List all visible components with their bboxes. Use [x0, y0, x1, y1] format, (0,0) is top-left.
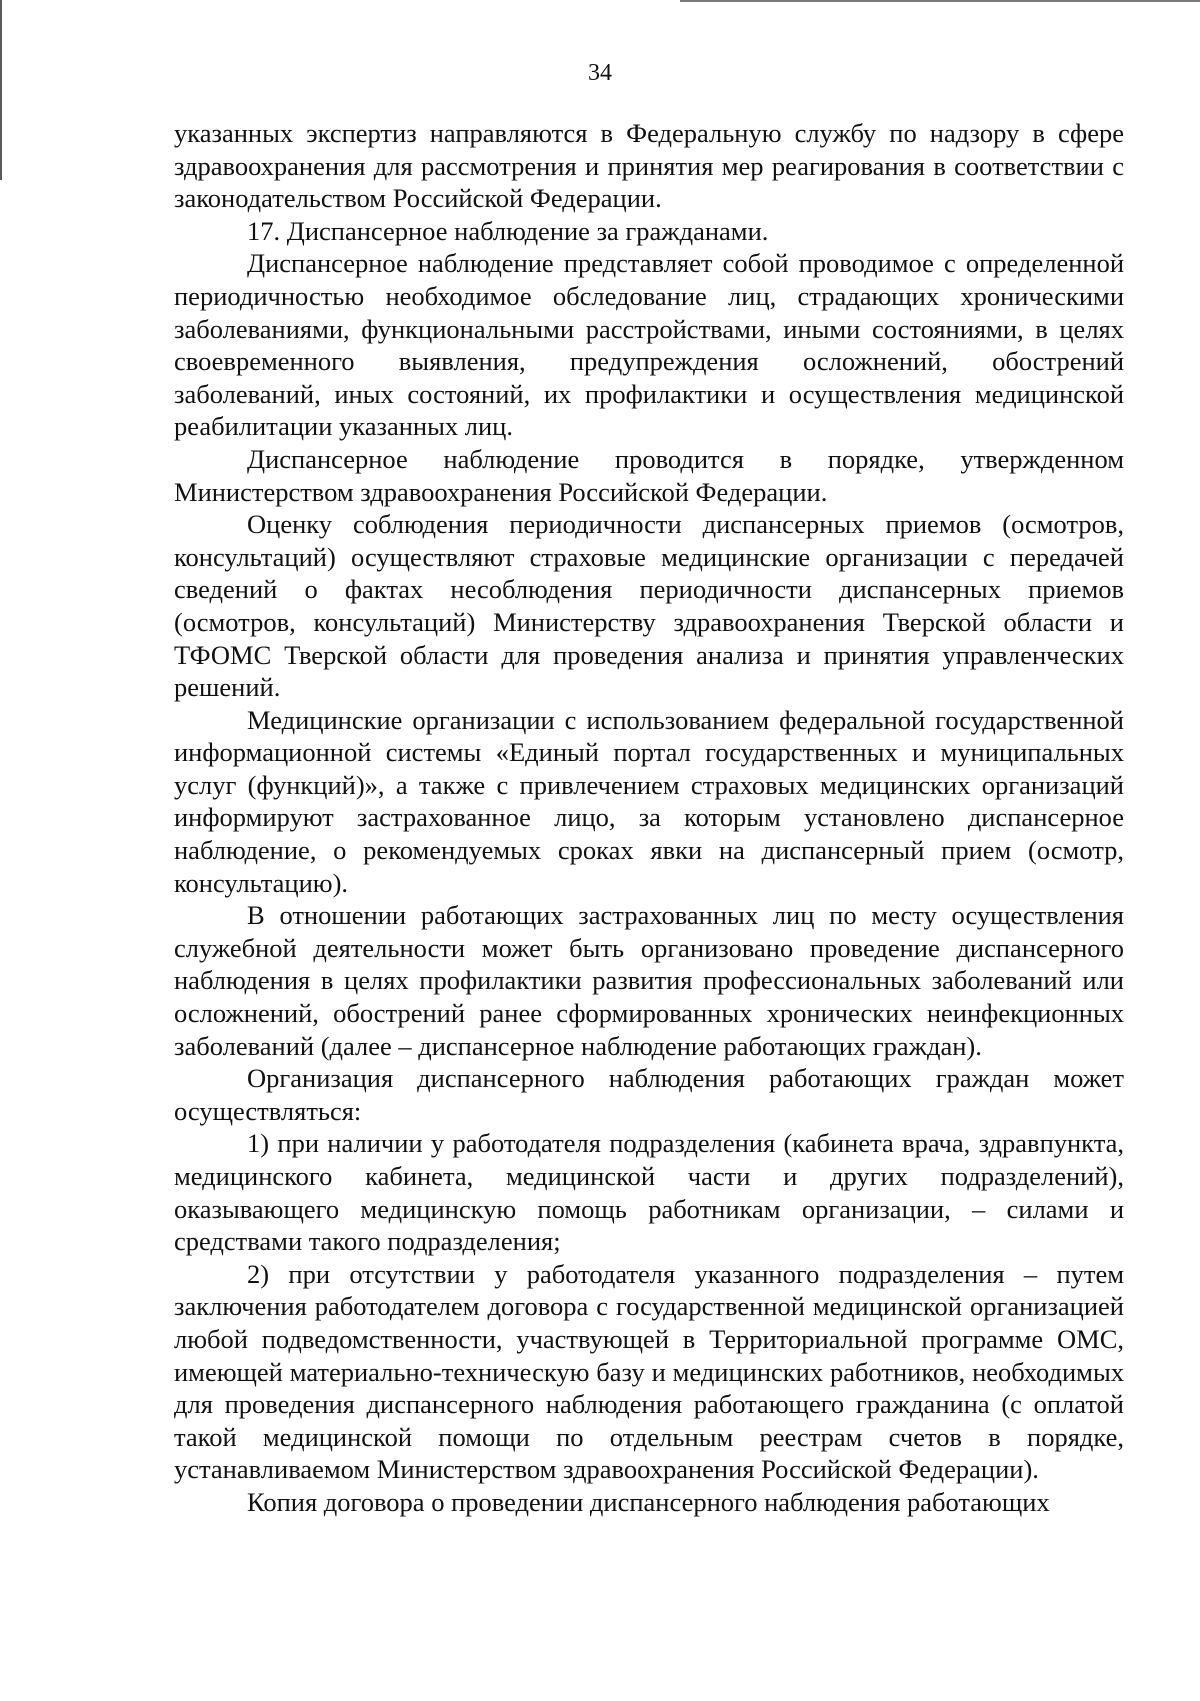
paragraph-definition: Диспансерное наблюдение представляет собой проводимое с определенной периодичностью необходимое обследование лиц, страдающих хроническими заболеваниями, функциональными расстройствами, иными состояниями, в целях своевременного выявления, предупреждения осложнений, обострений заболеваний, иных состояний, их профилактики и осуществления медицинской реабилитации указанных лиц. [174, 248, 1124, 442]
list-item-2: 2) при отсутствии у работодателя указанного подразделения – путем заключения работодателем договора с государственной медицинской организацией любой подведомственности, участвующей в Территориальной программе ОМС, имеющей материально-техническую базу и медицинских работников, необходимых для проведения диспансерного наблюдения работающего гражданина (с оплатой такой медицинской помощи по отдельным реестрам счетов в порядке, устанавливаемом Министерством здравоохранения Российской Федерации). [174, 1258, 1124, 1485]
section-heading-17: 17. Диспансерное наблюдение за гражданами. [247, 215, 769, 246]
paragraph-informing: Медицинские организации с использованием федеральной государственной информационной системы «Единый портал государственных и муниципальных услуг (функций)», а также с привлечением страховых медицинских организаций информируют застрахованное лицо, за которым установлено диспансерное наблюдение, о рекомендуемых сроках явки на диспансерный прием (осмотр, консультацию). [174, 704, 1124, 898]
paragraph-procedure: Диспансерное наблюдение проводится в порядке, утвержденном Министерством здравоохранения Российской Федерации. [174, 443, 1124, 507]
paragraph-assessment: Оценку соблюдения периодичности диспансерных приемов (осмотров, консультаций) осуществляют страховые медицинские организации с передачей сведений о фактах несоблюдения периодичности диспансерных приемов (осмотров, консультаций) Министерству здравоохранения Тверской области и ТФОМС Тверской области для проведения анализа и принятия управленческих решений. [174, 509, 1124, 703]
paragraph-continuation: указанных экспертиз направляются в Федеральную службу по надзору в сфере здравоохранения для рассмотрения и принятия мер реагирования в соответствии с законодательством Российской Федерации. [174, 118, 1124, 214]
scan-edge-top [680, 0, 1200, 2]
paragraph-contract-copy: Копия договора о проведении диспансерного наблюдения работающих [247, 1486, 1050, 1517]
paragraph-organization: Организация диспансерного наблюдения работающих граждан может осуществляться: [174, 1063, 1124, 1126]
scan-edge-left [0, 0, 2, 180]
paragraph-working-persons: В отношении работающих застрахованных лиц по месту осуществления служебной деятельности может быть организовано проведение диспансерного наблюдения в целях профилактики развития профессиональных заболеваний или осложнений, обострений ранее сформированных хронических неинфекционных заболеваний (далее – диспансерное наблюдение работающих граждан). [174, 900, 1124, 1061]
page-number: 34 [588, 60, 612, 86]
document-body [174, 117, 1124, 1519]
list-item-1: 1) при наличии у работодателя подразделения (кабинета врача, здравпункта, медицинского кабинета, медицинской части и других подразделений), оказывающего медицинскую помощь работникам организации, – силами и средствами такого подразделения; [174, 1128, 1124, 1257]
